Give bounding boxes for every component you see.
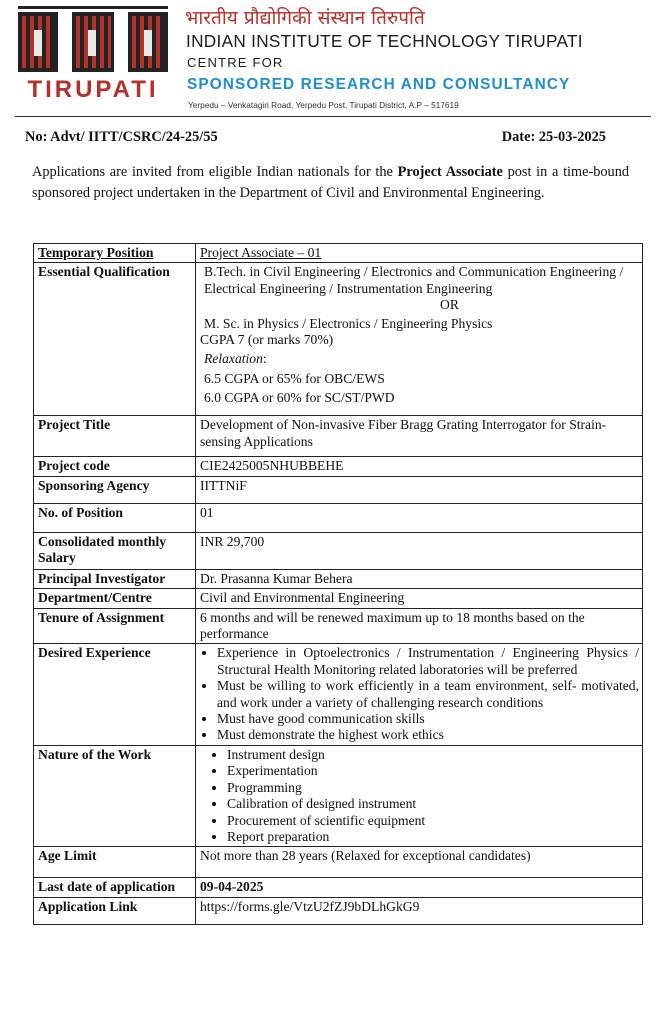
label-sponsoring-agency: Sponsoring Agency [34, 476, 196, 503]
advertisement-number: No: Advt/ IITT/CSRC/24-25/55 [25, 129, 218, 145]
logo-word: TIRUPATI [27, 76, 159, 103]
row-nature-of-work [34, 745, 643, 846]
qualification-relaxation: Relaxation: [204, 351, 267, 367]
experience-list [200, 645, 639, 743]
institute-name-hindi: भारतीय प्रौद्योगिकी संस्थान तिरुपति [185, 7, 425, 29]
list-item: • Must demonstrate the highest work ethics [217, 727, 639, 743]
label-nature-of-work: Nature of the Work [34, 745, 196, 846]
label-tenure: Tenure of Assignment [34, 608, 196, 644]
label-temporary-position: Temporary Position [34, 244, 196, 263]
qualification-relax-1: 6.5 CGPA or 65% for OBC/EWS [204, 370, 385, 386]
label-age-limit: Age Limit [34, 847, 196, 878]
list-item: • Report preparation [227, 829, 639, 845]
value-department: Civil and Environmental Engineering [196, 589, 643, 608]
value-age-limit: Not more than 28 years (Relaxed for exceptional candidates) [196, 847, 643, 878]
header-divider [15, 116, 651, 117]
qualification-or: OR [440, 297, 459, 313]
value-project-title: Development of Non-invasive Fiber Bragg Grating Interrogator for Strain-sensing Applications [196, 416, 643, 457]
value-last-date: 09-04-2025 [196, 878, 643, 897]
nature-list [200, 747, 639, 845]
label-application-link: Application Link [34, 897, 196, 924]
intro-text-1: Applications are invited from eligible Indian nationals for the [32, 164, 398, 180]
value-desired-experience [196, 644, 643, 745]
list-item: • Calibration of designed instrument [227, 796, 639, 812]
label-project-title: Project Title [34, 416, 196, 457]
label-department: Department/Centre [34, 589, 196, 608]
qualification-line-1: B.Tech. in Civil Engineering / Electronics and Communication Engineering / Electrical Engineering / Instrumentation Engineering [204, 264, 624, 296]
row-last-date [34, 878, 643, 897]
row-principal-investigator [34, 569, 643, 588]
list-item: • Experience in Optoelectronics / Instrumentation / Engineering Physics / Structural Health Monitoring related laboratories will be preferred [217, 645, 639, 678]
row-project-title [34, 416, 643, 457]
intro-paragraph [32, 162, 629, 203]
value-no-of-position: 01 [196, 503, 643, 532]
intro-post: Project Associate [397, 164, 503, 180]
row-temporary-position [34, 244, 643, 263]
label-no-of-position: No. of Position [34, 503, 196, 532]
value-sponsoring-agency: IITTNiF [196, 476, 643, 503]
value-temporary-position: Project Associate – 01 [196, 244, 643, 263]
intro-text-2: post in a time-bound sponsored project undertaken in the Department of Civil and Environmental Engineering. [32, 164, 629, 201]
qualification-relax-2: 6.0 CGPA or 60% for SC/ST/PWD [204, 390, 395, 406]
label-desired-experience: Desired Experience [34, 644, 196, 745]
value-salary: INR 29,700 [196, 532, 643, 569]
row-department [34, 589, 643, 608]
row-no-of-position [34, 503, 643, 532]
list-item: • Must have good communication skills [217, 711, 639, 727]
row-qualification [34, 263, 643, 416]
row-tenure [34, 608, 643, 644]
value-principal-investigator: Dr. Prasanna Kumar Behera [196, 569, 643, 588]
label-principal-investigator: Principal Investigator [34, 569, 196, 588]
qualification-line-2: M. Sc. in Physics / Electronics / Engineering Physics [204, 315, 493, 331]
qualification-cgpa: CGPA 7 (or marks 70%) [200, 332, 334, 348]
list-item: • Must be willing to work efficiently in a team environment, self- motivated, and work under a variety of challenging research conditions [217, 678, 639, 711]
centre-name: SPONSORED RESEARCH AND CONSULTANCY [187, 76, 571, 93]
list-item: • Programming [227, 780, 639, 796]
advertisement-date: Date: 25-03-2025 [501, 129, 606, 145]
iit-emblem-icon [14, 6, 172, 76]
advertisement-table [33, 243, 643, 925]
value-tenure: 6 months and will be renewed maximum up to 18 months based on the performance [196, 608, 643, 644]
value-qualification [196, 263, 643, 416]
list-item: • Procurement of scientific equipment [227, 813, 639, 829]
institute-name: INDIAN INSTITUTE OF TECHNOLOGY TIRUPATI [186, 31, 583, 51]
row-project-code [34, 457, 643, 476]
list-item: • Experimentation [227, 763, 639, 779]
application-link[interactable]: https://forms.gle/VtzU2fZJ9bDLhGkG9 [196, 897, 643, 924]
row-application-link [34, 897, 643, 924]
value-nature-of-work [196, 745, 643, 846]
value-project-code: CIE2425005NHUBBEHE [196, 457, 643, 476]
row-salary [34, 532, 643, 569]
institute-address: Yerpedu – Venkatagiri Road, Yerpedu Post, Tirupati District, A.P – 517619 [188, 100, 459, 110]
label-qualification: Essential Qualification [34, 263, 196, 416]
centre-for-label: CENTRE FOR [187, 55, 284, 70]
label-salary: Consolidated monthly Salary [34, 532, 196, 569]
iit-tirupati-logo [14, 6, 172, 103]
row-sponsoring-agency [34, 476, 643, 503]
row-age-limit [34, 847, 643, 878]
list-item: • Instrument design [227, 747, 639, 763]
label-project-code: Project code [34, 457, 196, 476]
row-desired-experience [34, 644, 643, 745]
label-last-date: Last date of application [34, 878, 196, 897]
